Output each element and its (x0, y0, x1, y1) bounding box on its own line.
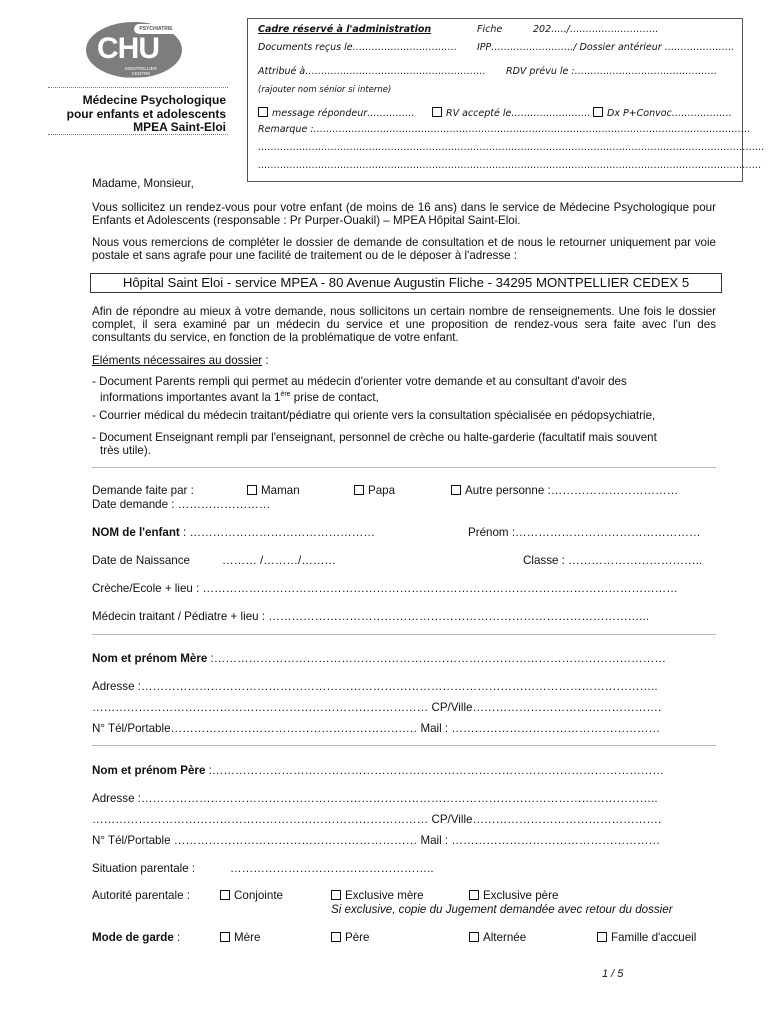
maman-option[interactable] (247, 484, 300, 497)
checkbox-icon[interactable] (593, 107, 603, 117)
pere-field[interactable] (92, 764, 664, 777)
classe-field[interactable]: Classe : …………………………….. (523, 554, 703, 567)
admin-title: Cadre réservé à l'administration (258, 24, 432, 35)
adresse-mere-field[interactable]: Adresse :…………………………………………………………………………………………………………………….. (92, 680, 658, 693)
option-label: Père (345, 931, 370, 944)
checkbox-icon[interactable] (597, 932, 607, 942)
field-dots: :……………………………………………………………………………………………………… (205, 764, 664, 777)
remarque-field[interactable]: Remarque :………………………………………………………………………………………………………………………… (258, 124, 751, 135)
situation-field[interactable]: …………………………………………….. (230, 862, 434, 875)
message-option[interactable] (258, 107, 415, 119)
nom-enfant-field[interactable] (92, 526, 375, 539)
cp-ville-pere-field[interactable]: …………………………………………………………………………… CP/Ville…………………………………………. (92, 813, 662, 826)
checkbox-icon[interactable] (258, 107, 268, 117)
garde-alternee-option[interactable] (469, 931, 526, 944)
remarque-line[interactable]: ……………………………………………………………………………………………………………………………………………. (258, 142, 765, 153)
divider (48, 87, 228, 88)
service-line3: MPEA Saint-Eloi (133, 120, 226, 134)
item-text: prise de contact, (290, 390, 379, 404)
list-item: - Document Parents rempli qui permet au médecin d'orienter votre demande et au consultant d'avoir des (92, 375, 627, 388)
mere-field[interactable] (92, 652, 666, 665)
exclusive-note: Si exclusive, copie du Jugement demandée avec retour du dossier (331, 903, 673, 916)
ipp-field[interactable]: IPP……………………../ Dossier antérieur …………………. (477, 42, 735, 53)
exclusive-mere-option[interactable] (331, 889, 424, 902)
checkbox-icon[interactable] (247, 485, 257, 495)
separator (92, 745, 716, 746)
option-label: Famille d'accueil (611, 931, 697, 944)
docs-field[interactable]: Documents reçus le…………………………… (258, 42, 458, 53)
naissance-field[interactable]: ……… /………/……… (222, 554, 337, 567)
intro-paragraph: Vous sollicitez un rendez-vous pour votre enfant (de moins de 16 ans) dans le service de Médecine Psychologique pour Enfants et Adolescents (responsable : Pr Purper-Ouakil) – MPEA Hôpital Saint-Eloi. (92, 201, 716, 228)
instructions-paragraph: Nous vous remercions de compléter le dossier de demande de consultation et de nous le retourner uniquement par voie postale et sans agrafe pour une facilité de traitement ou de le déposer à l'adresse : (92, 236, 716, 263)
fiche-field[interactable]: 202…../………………………. (533, 24, 659, 35)
creche-field[interactable]: Crèche/Ecole + lieu : …………………………………………………………………………………………………………… (92, 582, 678, 595)
field-dots: :……………………………………………………………………………………………………… (207, 652, 666, 665)
cp-ville-mere-field[interactable]: …………………………………………………………………………… CP/Ville…………………………………………. (92, 701, 662, 714)
option-label: Exclusive père (483, 889, 559, 902)
garde-label (92, 931, 180, 944)
field-label: Mode de garde (92, 931, 174, 944)
logo-subtitle: MONTPELLIER CENTRE HOSPITALIER UNIVERSITAIRE (123, 66, 159, 86)
separator (92, 634, 716, 635)
option-label: Papa (368, 484, 396, 497)
papa-option[interactable] (354, 484, 395, 497)
field-dots: : ………………………………………… (179, 526, 375, 539)
autre-option[interactable] (451, 484, 678, 497)
remarque-line[interactable]: …………………………………………………………………………………………………………………………………………… (258, 160, 762, 171)
tel-mere-field[interactable]: N° Tél/Portable…………………………………………………….… Mail : ……………………………………………… (92, 722, 661, 735)
checkbox-icon[interactable] (331, 932, 341, 942)
elements-title: Eléments nécessaires au dossier (92, 354, 263, 367)
checkbox-icon[interactable] (469, 932, 479, 942)
list-item-cont (100, 388, 700, 404)
rajouter-note: (rajouter nom sénior si interne) (258, 85, 392, 95)
service-line2: pour enfants et adolescents (66, 106, 226, 121)
address-box: Hôpital Saint Eloi - service MPEA - 80 Avenue Augustin Fliche - 34295 MONTPELLIER CEDEX 5 (90, 273, 722, 293)
naissance-label: Date de Naissance (92, 554, 190, 567)
page-number: 1 / 5 (602, 968, 624, 980)
medecin-field[interactable]: Médecin traitant / Pédiatre + lieu : ……………………………………………………………………………………... (92, 610, 649, 623)
field-label: Nom et prénom Père (92, 764, 206, 777)
autorite-label: Autorité parentale : (92, 889, 190, 902)
checkbox-icon[interactable] (220, 890, 230, 900)
field-label: Nom et prénom Mère (92, 652, 208, 665)
option-label: Maman (261, 484, 300, 497)
exclusive-pere-option[interactable] (469, 889, 558, 902)
message-label: message répondeur…………… (272, 108, 415, 119)
option-label: Autre personne :…………………………… (465, 484, 679, 497)
checkbox-icon[interactable] (432, 107, 442, 117)
option-label: Conjointe (234, 889, 283, 902)
adresse-pere-field[interactable]: Adresse :…………………………………………………………………………………………………………………….. (92, 792, 658, 805)
option-label: Exclusive mère (345, 889, 424, 902)
list-item-cont: très utile). (100, 444, 151, 457)
situation-label: Situation parentale : (92, 862, 196, 875)
garde-famille-option[interactable] (597, 931, 696, 944)
elements-colon: : (262, 354, 269, 367)
divider (48, 134, 228, 135)
fiche-label: Fiche (477, 24, 503, 35)
info-paragraph: Afin de répondre au mieux à votre demande, nous sollicitons un certain nombre de renseignements. Une fois le dossier complet, il sera examiné par un médecin du service et une proposition de rendez-vous sera faite avec l'un des consultants du service, en fonction de la problématique de votre enfant. (92, 305, 716, 345)
elements-heading (92, 354, 716, 367)
option-label: Mère (234, 931, 261, 944)
conjointe-option[interactable] (220, 889, 283, 902)
attribue-field[interactable]: Attribué à………………………………………………… (258, 66, 486, 77)
field-colon: : (173, 931, 181, 944)
admin-box (247, 18, 765, 182)
checkbox-icon[interactable] (331, 890, 341, 900)
rv-option[interactable] (432, 107, 590, 119)
list-item: - Courrier médical du médecin traitant/pédiatre qui oriente vers la consultation spécialisée en pédopsychiatrie, (92, 409, 656, 422)
garde-mere-option[interactable] (220, 931, 260, 944)
service-name (67, 94, 226, 135)
rdv-field[interactable]: RDV prévu le :……………………………………… (506, 66, 718, 77)
logo-badge: PSYCHIATRIE (134, 24, 178, 34)
demande-label: Demande faite par : (92, 484, 194, 497)
option-label: Alternée (483, 931, 527, 944)
prenom-field[interactable]: Prénom :………………………………………… (468, 526, 701, 539)
salutation: Madame, Monsieur, (92, 177, 194, 190)
checkbox-icon[interactable] (469, 890, 479, 900)
item-text: informations importantes avant la 1 (100, 390, 281, 404)
date-demande-field[interactable]: Date demande : …………………… (92, 498, 271, 511)
checkbox-icon[interactable] (220, 932, 230, 942)
field-label: NOM de l'enfant (92, 526, 180, 539)
list-item: - Document Enseignant rempli par l'enseignant, personnel de crèche ou halte-garderie (facultatif mais souvent (92, 431, 657, 444)
service-line1: Médecine Psychologique (82, 93, 226, 107)
dx-label: Dx P+Convoc………………. (607, 108, 732, 119)
separator (92, 467, 716, 468)
garde-pere-option[interactable] (331, 931, 370, 944)
tel-pere-field[interactable]: N° Tél/Portable ……………………………………………………… Mail : ……………………………………………… (92, 834, 661, 847)
checkbox-icon[interactable] (451, 485, 461, 495)
rv-label: RV accepté le……………………. (446, 108, 591, 119)
dx-option[interactable] (593, 107, 732, 119)
logo-brand: CHU (97, 32, 159, 65)
checkbox-icon[interactable] (354, 485, 364, 495)
item-sup: ère (280, 391, 291, 398)
